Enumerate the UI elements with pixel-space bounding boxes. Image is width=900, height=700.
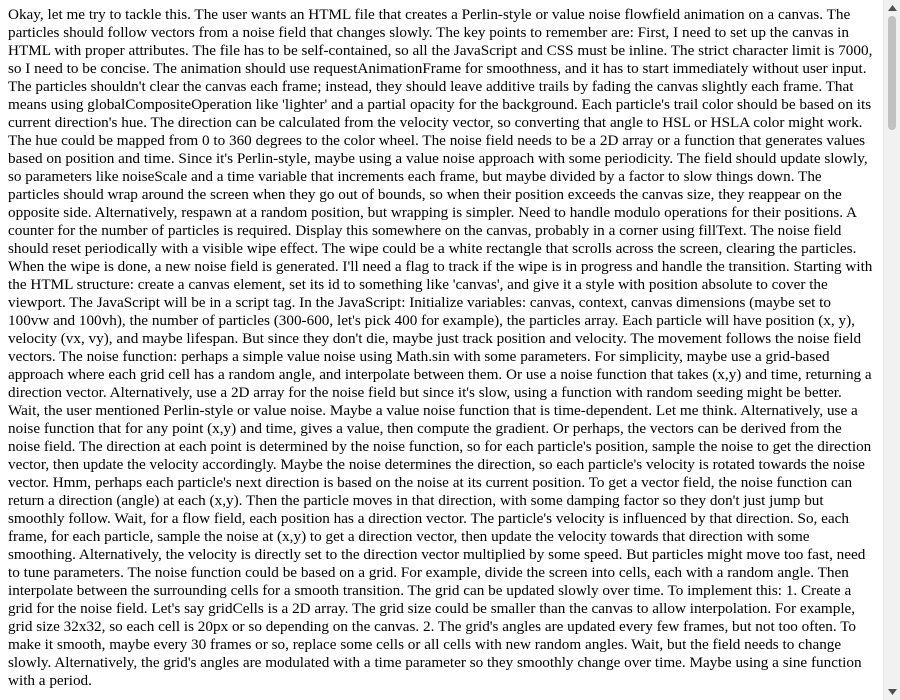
scroll-up-button[interactable] — [887, 3, 897, 13]
document-body — [8, 6, 874, 700]
triangle-up-icon — [888, 5, 897, 11]
scroll-down-button[interactable] — [887, 687, 897, 697]
vertical-scrollbar[interactable] — [883, 0, 900, 700]
scrollbar-thumb[interactable] — [888, 16, 896, 130]
triangle-down-icon — [888, 689, 897, 695]
document-paragraph: Okay, let me try to tackle this. The user wants an HTML file that creates a Perlin-style or value noise flowfield animation on a canvas. The particles should follow vectors from a noise field that changes slowly. The key points to remember are: First, I need to set up the canvas in HTML with proper attributes. The file has to be self-contained, so all the JavaScript and CSS must be inline. The strict character limit is 7000, so I need to be concise. The animation should use requestAnimationFrame for smoothness, and it has to start immediately without user input. The particles shouldn't clear the canvas each frame; instead, they should leave additive trails by fading the canvas slightly each frame. That means using globalCompositeOperation like 'lighter' and a partial opacity for the background. Each particle's trail color should be based on its current direction's hue. The direction can be calculated from the velocity vector, so converting that angle to HSL or HSLA color might work. The hue could be mapped from 0 to 360 degrees to the color wheel. The noise field needs to be a 2D array or a function that generates values based on position and time. Since it's Perlin-style, maybe using a value noise approach with some periodicity. The field should update slowly, so parameters like noiseScale and a time variable that increments each frame, but maybe divided by a factor to slow things down. The particles should wrap around the screen when they go out of bounds, so when their position exceeds the canvas size, they reappear on the opposite side. Alternatively, respawn at a random position, but wrapping is simpler. Need to handle modulo operations for their positions. A counter for the number of particles is required. Display this somewhere on the canvas, probably in a corner using fillText. The noise field should reset periodically with a visible wipe effect. The wipe could be a white rectangle that scrolls across the screen, clearing the particles. When the wipe is done, a new noise field is generated. I'll need a flag to track if the wipe is in progress and handle the transition. Starting with the HTML structure: create a canvas element, set its id to something like 'canvas', and give it a style with position absolute to cover the viewport. The JavaScript will be in a script tag. In the JavaScript: Initialize variables: canvas, context, canvas dimensions (maybe set to 100vw and 100vh), the number of particles (300-600, let's pick 400 for example), the particles array. Each particle will have position (x, y), velocity (vx, vy), and maybe lifespan. But since they don't die, maybe just track position and velocity. The movement follows the noise field vectors. The noise function: perhaps a simple value noise using Math.sin with some parameters. For simplicity, maybe use a grid-based approach where each grid cell has a random angle, and interpolate between them. Or use a noise function that takes (x,y) and time, returning a direction vector. Alternatively, use a 2D array for the noise field but since it's slow, using a function with random seeding might be better. Wait, the user mentioned Perlin-style or value noise. Maybe a value noise function that is time-dependent. Let me think. Alternatively, use a noise function that for any point (x,y) and time, gives a value, then compute the gradient. Or perhaps, the vectors can be derived from the noise field. The direction at each point is determined by the noise function, so for each particle's position, sample the noise to get the direction vector, then update the velocity accordingly. Maybe the noise determines the direction, so each particle's velocity is rotated towards the noise vector. Hmm, perhaps each particle's next direction is based on the noise at its current position. To get a vector field, the noise function can return a direction (angle) at each (x,y). Then the particle moves in that direction, with some damping factor so they don't just jump but smoothly follow. Wait, for a flow field, each position has a direction vector. The particle's velocity is influenced by that direction. So, each frame, for each particle, sample the noise at (x,y) to get a direction vector, then update the velocity towards that direction with some smoothing. Alternatively, the velocity is directly set to the direction vector multiplied by some speed. But particles might move too fast, need to tune parameters. The noise function could be based on a grid. For example, divide the screen into cells, each with a random angle. Then interpolate between the surrounding cells for a smooth transition. The grid can be updated slowly over time. To implement this: 1. Create a grid for the noise field. Let's say gridCells is a 2D array. The grid size could be smaller than the canvas to allow interpolation. For example, grid size 32x32, so each cell is 20px or so depending on the canvas. 2. The grid's angles are updated every few frames, but not too often. To make it smooth, maybe every 30 frames or so, replace some cells or all cells with new random angles. Wait, but the field needs to change slowly. Alternatively, the grid's angles are modulated with a time parameter so they smoothly change over time. Maybe using a sine function with a period. — [8, 6, 873, 689]
